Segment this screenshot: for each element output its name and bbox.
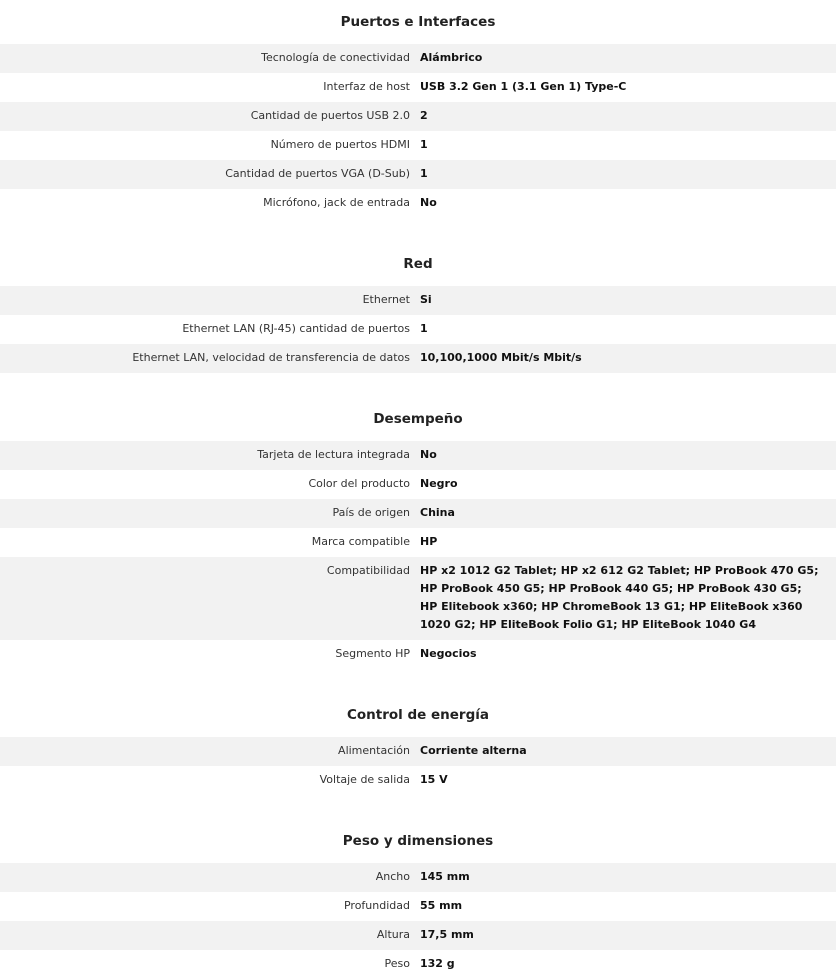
- spec-row: [0, 737, 836, 766]
- section-control-de-energia: [0, 693, 836, 795]
- spec-value: No: [420, 196, 437, 209]
- spec-row: [0, 344, 836, 373]
- section-desempeno: [0, 397, 836, 669]
- spec-label: Tarjeta de lectura integrada: [257, 448, 410, 461]
- spec-row: [0, 640, 836, 669]
- spec-row: [0, 44, 836, 73]
- section-red: [0, 242, 836, 373]
- spec-label: Peso: [384, 957, 410, 970]
- spec-value: HP: [420, 535, 438, 548]
- spec-value: Si: [420, 293, 432, 306]
- section-puertos-e-interfaces: [0, 0, 836, 218]
- spec-value: 55 mm: [420, 899, 463, 912]
- spec-value: Corriente alterna: [420, 744, 527, 757]
- spec-value: 132 g: [420, 957, 455, 970]
- spec-row: [0, 73, 836, 102]
- spec-label: Compatibilidad: [326, 564, 410, 577]
- spec-value: 2: [420, 109, 428, 122]
- spec-value: 10,100,1000 Mbit/s Mbit/s: [420, 351, 582, 364]
- section-peso-y-dimensiones: [0, 819, 836, 979]
- spec-row: [0, 131, 836, 160]
- spec-row: [0, 528, 836, 557]
- spec-value: No: [420, 448, 437, 461]
- spec-value: USB 3.2 Gen 1 (3.1 Gen 1) Type-C: [420, 80, 627, 93]
- section-title: Peso y dimensiones: [342, 833, 494, 849]
- spec-row: [0, 286, 836, 315]
- spec-row: [0, 921, 836, 950]
- spec-label: Ancho: [375, 870, 410, 883]
- spec-label: Cantidad de puertos USB 2.0: [250, 109, 410, 122]
- spec-label: Ethernet LAN, velocidad de transferencia de datos: [132, 351, 410, 364]
- spec-label: Interfaz de host: [323, 80, 410, 93]
- spec-label: Tecnología de conectividad: [261, 51, 410, 64]
- spec-label: Número de puertos HDMI: [270, 138, 410, 151]
- spec-label: Alimentación: [338, 744, 410, 757]
- spec-row: [0, 160, 836, 189]
- spec-row: [0, 441, 836, 470]
- spec-value: 1: [420, 167, 428, 180]
- spec-label: Marca compatible: [311, 535, 410, 548]
- spec-value: HP x2 1012 G2 Tablet; HP x2 612 G2 Tablet; HP ProBook 470 G5; HP ProBook 450 G5; HP ProBook 440 G5; HP ProBook 430 G5; HP Elitebook x360; HP ChromeBook 13 G1; HP EliteBook x360 1020 G2; HP EliteBook Folio G1; HP EliteBook 1040 G4: [420, 564, 819, 631]
- spec-row: [0, 315, 836, 344]
- spec-row: [0, 863, 836, 892]
- spec-row: [0, 766, 836, 795]
- spec-row: [0, 499, 836, 528]
- spec-row: [0, 892, 836, 921]
- spec-value: Negocios: [420, 647, 477, 660]
- section-spacer: [0, 669, 836, 693]
- spec-value: 1: [420, 138, 428, 151]
- spec-label: Segmento HP: [335, 647, 410, 660]
- section-spacer: [0, 218, 836, 242]
- spec-label: Altura: [376, 928, 410, 941]
- section-spacer: [0, 373, 836, 397]
- spec-label: País de origen: [332, 506, 410, 519]
- spec-row: [0, 102, 836, 131]
- spec-value: 1: [420, 322, 428, 335]
- spec-value: Alámbrico: [420, 51, 483, 64]
- spec-label: Color del producto: [308, 477, 410, 490]
- section-title: Puertos e Interfaces: [340, 14, 496, 30]
- spec-row: [0, 557, 836, 640]
- section-spacer: [0, 795, 836, 819]
- section-title: Desempeño: [373, 411, 463, 427]
- spec-row: [0, 189, 836, 218]
- section-title: Control de energía: [346, 707, 489, 723]
- spec-value: 17,5 mm: [420, 928, 474, 941]
- spec-value: China: [420, 506, 455, 519]
- spec-label: Profundidad: [343, 899, 410, 912]
- spec-row: [0, 950, 836, 979]
- spec-label: Voltaje de salida: [319, 773, 410, 786]
- spec-value: 15 V: [420, 773, 448, 786]
- spec-label: Ethernet: [362, 293, 410, 306]
- section-title: Red: [403, 256, 433, 272]
- spec-value: 145 mm: [420, 870, 470, 883]
- spec-label: Cantidad de puertos VGA (D-Sub): [225, 167, 410, 180]
- spec-label: Ethernet LAN (RJ-45) cantidad de puertos: [182, 322, 410, 335]
- spec-row: [0, 470, 836, 499]
- spec-label: Micrófono, jack de entrada: [263, 196, 410, 209]
- spec-value: Negro: [420, 477, 458, 490]
